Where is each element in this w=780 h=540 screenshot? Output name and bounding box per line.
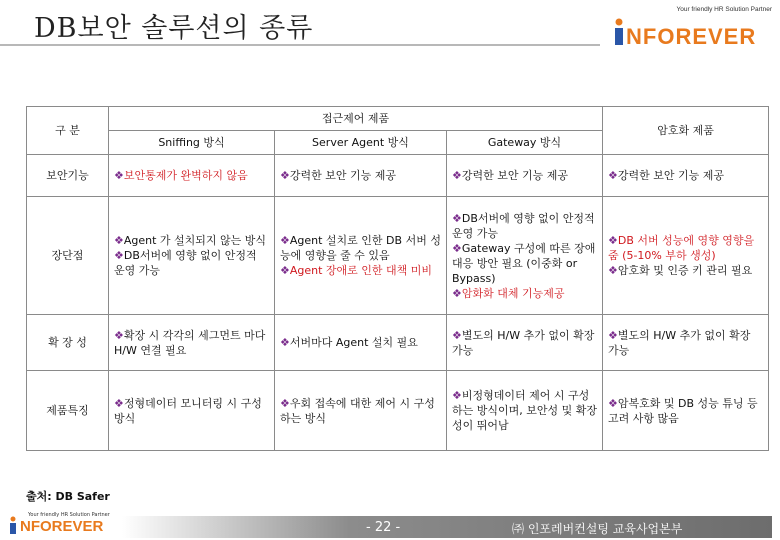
bullet-icon: ❖ — [452, 169, 462, 182]
logo-person-icon — [8, 516, 18, 534]
bullet-icon: ❖ — [452, 286, 462, 300]
row-label: 제품특징 — [27, 371, 109, 451]
bullet-icon: ❖ — [608, 169, 618, 182]
encryption-header: 암호화 제품 — [603, 107, 769, 155]
row-label: 확 장 성 — [27, 315, 109, 371]
bullet-icon: ❖ — [608, 234, 618, 247]
bullet-icon: ❖ — [114, 396, 124, 410]
bullet-icon: ❖ — [280, 336, 290, 349]
bullet-icon: ❖ — [608, 396, 618, 410]
cell-sniffing: ❖보안통제가 완벽하지 않음 — [109, 155, 275, 197]
page-number: - 22 - — [366, 520, 401, 535]
cell-sniffing: ❖정형데이터 모니터링 시 구성 방식 — [109, 371, 275, 451]
bullet-icon: ❖ — [114, 328, 124, 342]
table-row — [27, 155, 769, 197]
cell-encryption: ❖DB 서버 성능에 영향 영향을 줌 (5-10% 부하 생성) ❖암호화 및 인증 키 관리 필요 — [603, 197, 769, 315]
row-header-label: 구 분 — [27, 107, 109, 155]
cell-sniffing: ❖확장 시 각각의 세그먼트 마다 H/W 연결 필요 — [109, 315, 275, 371]
cell-gateway: ❖강력한 보안 기능 제공 — [447, 155, 603, 197]
cell-gateway: ❖비정형데이터 제어 시 구성하는 방식이며, 보안성 및 확장성이 뛰어남 — [447, 371, 603, 451]
cell-agent: ❖강력한 보안 기능 제공 — [275, 155, 447, 197]
source-note: 출처: DB Safer — [26, 490, 110, 503]
company-name: ㈜ 인포레버컨설팅 교육사업본부 — [512, 522, 683, 536]
logo-person-icon — [612, 18, 626, 46]
bullet-icon: ❖ — [114, 169, 124, 182]
logo-wordmark: NFOREVER — [626, 24, 757, 49]
row-label: 장단점 — [27, 197, 109, 315]
bullet-icon: ❖ — [608, 264, 618, 277]
brand-logo — [612, 6, 772, 48]
bullet-icon: ❖ — [452, 328, 462, 342]
bullet-icon: ❖ — [452, 241, 462, 255]
access-control-group-header: 접근제어 제품 — [109, 107, 603, 131]
cell-sniffing: ❖Agent 가 설치되지 않는 방식 ❖DB서버에 영향 없이 안정적 운영 가능 — [109, 197, 275, 315]
bullet-icon: ❖ — [280, 264, 290, 277]
cell-agent: ❖우회 접속에 대한 제어 시 구성하는 방식 — [275, 371, 447, 451]
cell-agent: ❖Agent 설치로 인한 DB 서버 성능에 영향을 줄 수 있음 ❖Agent 장애로 인한 대책 미비 — [275, 197, 447, 315]
footer-logo-wordmark: NFOREVER — [20, 518, 104, 535]
cell-gateway: ❖별도의 H/W 추가 없이 확장 가능 — [447, 315, 603, 371]
cell-agent: ❖서버마다 Agent 설치 필요 — [275, 315, 447, 371]
cell-encryption: ❖암복호화 및 DB 성능 튜닝 등 고려 사항 많음 — [603, 371, 769, 451]
cell-encryption: ❖강력한 보안 기능 제공 — [603, 155, 769, 197]
bullet-icon: ❖ — [280, 234, 290, 247]
row-label: 보안기능 — [27, 155, 109, 197]
bullet-icon: ❖ — [452, 211, 462, 225]
cell-encryption: ❖별도의 H/W 추가 없이 확장 가능 — [603, 315, 769, 371]
bullet-icon: ❖ — [280, 169, 290, 182]
table-row — [27, 315, 769, 371]
cell-gateway: ❖DB서버에 영향 없이 안정적 운영 가능 ❖Gateway 구성에 따른 장애 대응 방안 필요 (이중화 or Bypass) ❖암화화 대체 기능제공 — [447, 197, 603, 315]
bullet-icon: ❖ — [452, 389, 462, 402]
col-header-sniffing: Sniffing 방식 — [109, 131, 275, 155]
bullet-icon: ❖ — [114, 234, 124, 247]
table-row — [27, 371, 769, 451]
footer-logo — [8, 514, 118, 536]
bullet-icon: ❖ — [114, 249, 124, 262]
col-header-server-agent: Server Agent 방식 — [275, 131, 447, 155]
db-security-comparison-table — [26, 106, 769, 451]
page-title: DB보안 솔루션의 종류 — [34, 13, 314, 44]
bullet-icon: ❖ — [280, 396, 290, 410]
bullet-icon: ❖ — [608, 328, 618, 342]
table-row — [27, 197, 769, 315]
title-divider — [0, 44, 600, 46]
footer-logo-tagline: Your friendly HR Solution Partner — [28, 512, 110, 518]
col-header-gateway: Gateway 방식 — [447, 131, 603, 155]
logo-tagline: Your friendly HR Solution Partner — [676, 6, 772, 13]
